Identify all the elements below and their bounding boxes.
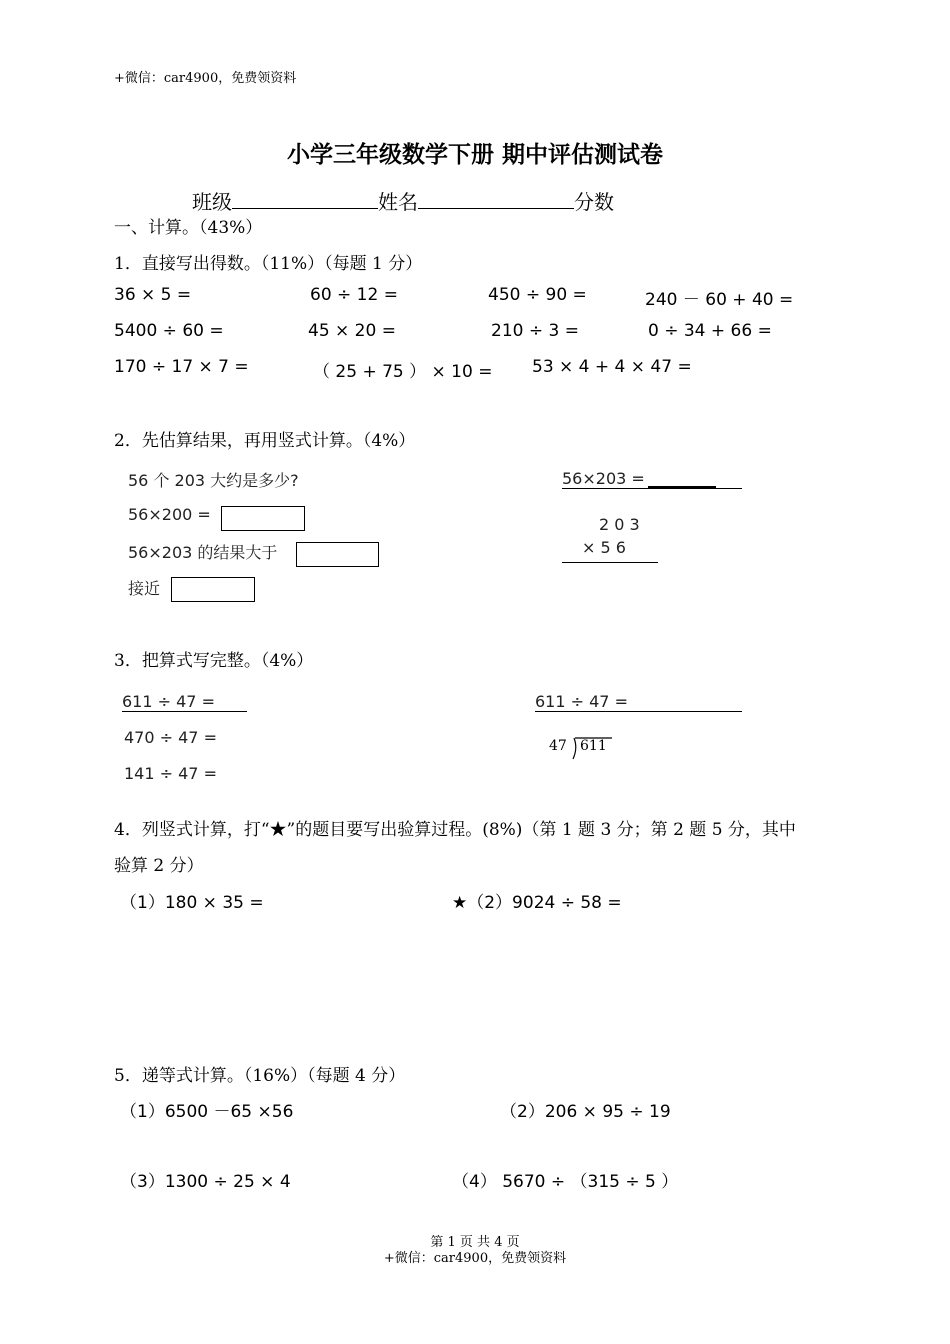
- q2-heading: 2．先估算结果，再用竖式计算。（4%）: [114, 431, 416, 451]
- q1-r2-c2: 45 × 20 =: [308, 321, 396, 341]
- q1-r1-c4: 240 － 60 + 40 =: [645, 290, 794, 310]
- q1-r1-c1: 36 × 5 =: [114, 285, 192, 305]
- q4-heading-cont: 验算 2 分）: [114, 856, 204, 876]
- footer-note: +微信：car4900，免费领资料: [383, 1251, 567, 1266]
- q5-item-4: （4） 5670 ÷ （315 ÷ 5 ）: [452, 1172, 679, 1192]
- q3-right-underline: [535, 711, 742, 712]
- q2-top-number: 2 0 3: [599, 515, 640, 534]
- q2-bottom-number: × 5 6: [582, 538, 626, 557]
- page-title: 小学三年级数学下册 期中评估测试卷: [286, 141, 663, 168]
- footer-page-number: 第 1 页 共 4 页: [430, 1235, 520, 1250]
- q1-r1-c3: 450 ÷ 90 =: [488, 285, 587, 305]
- q2-question: 56 个 203 大约是多少?: [128, 471, 299, 490]
- q3-left-underline: [122, 711, 247, 712]
- q2-line2: 56×203 的结果大于: [128, 543, 278, 562]
- q2-answer-box-3[interactable]: [171, 577, 255, 602]
- q2-vertical-calc-line: [562, 562, 658, 563]
- q4-item-1: （1）180 × 35 =: [120, 893, 264, 913]
- info-fields: [192, 186, 614, 215]
- q1-r2-c3: 210 ÷ 3 =: [491, 321, 579, 341]
- q2-line1: 56×200 =: [128, 505, 211, 524]
- q4-heading: 4．列竖式计算，打“★”的题目要写出验算过程。(8%)（第 1 题 3 分；第 2 题 5 分，其中: [114, 820, 796, 840]
- q4-item-2: ★（2）9024 ÷ 58 =: [452, 893, 622, 913]
- q3-right-equation: 611 ÷ 47 =: [535, 692, 628, 711]
- q5-item-3: （3）1300 ÷ 25 × 4: [120, 1172, 291, 1192]
- section1-heading: 一、计算。（43%）: [114, 218, 263, 238]
- q5-item-1: （1）6500 －65 ×56: [120, 1102, 294, 1122]
- q2-line3: 接近: [128, 579, 161, 598]
- score-label: 分数: [574, 190, 614, 214]
- q1-heading: 1．直接写出得数。（11%）（每题 1 分）: [114, 254, 423, 274]
- q3-left-2: 470 ÷ 47 =: [124, 728, 217, 747]
- q1-r1-c2: 60 ÷ 12 =: [310, 285, 398, 305]
- q2-answer-box-1[interactable]: [221, 506, 305, 531]
- q5-heading: 5．递等式计算。（16%）（每题 4 分）: [114, 1066, 406, 1086]
- q3-left-1: 611 ÷ 47 =: [122, 692, 215, 711]
- q2-right-underline: [562, 488, 742, 489]
- class-label: 班级: [192, 190, 232, 214]
- q5-item-2: （2）206 × 95 ÷ 19: [500, 1102, 671, 1122]
- name-blank[interactable]: [418, 190, 574, 209]
- q3-dividend: 611: [580, 738, 607, 754]
- q1-r2-c1: 5400 ÷ 60 =: [114, 321, 224, 341]
- header-note: +微信：car4900，免费领资料: [114, 71, 297, 86]
- class-blank[interactable]: [232, 190, 378, 209]
- q2-answer-box-2[interactable]: [296, 542, 379, 567]
- q3-heading: 3．把算式写完整。（4%）: [114, 651, 314, 671]
- q3-divisor: 47: [549, 738, 567, 754]
- q2-right-equation: 56×203 =: [562, 469, 645, 488]
- q3-left-3: 141 ÷ 47 =: [124, 764, 217, 783]
- q1-r3-c3: 53 × 4 + 4 × 47 =: [532, 357, 692, 377]
- q1-r3-c2: （ 25 + 75 ） × 10 =: [313, 362, 493, 382]
- name-label: 姓名: [378, 190, 418, 214]
- q1-r3-c1: 170 ÷ 17 × 7 =: [114, 357, 249, 377]
- q1-r2-c4: 0 ÷ 34 + 66 =: [648, 321, 772, 341]
- q2-answer-blank[interactable]: [648, 486, 716, 488]
